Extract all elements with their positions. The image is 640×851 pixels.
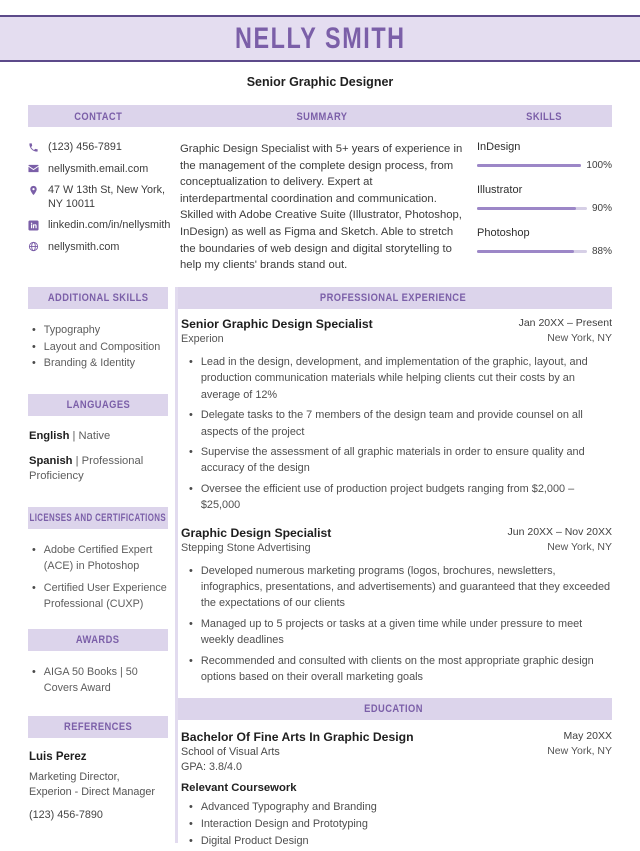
- skill-track: [477, 250, 587, 253]
- main-column: [175, 287, 612, 851]
- language-separator: |: [75, 454, 79, 467]
- coursework-title: Relevant Coursework: [181, 781, 297, 794]
- contact-website: nellysmith.com: [48, 240, 120, 253]
- skill-name: Photoshop: [477, 227, 530, 239]
- contact-section: [28, 141, 171, 273]
- bullet-dot: •: [189, 356, 193, 368]
- job-date: Jan 20XX – Present: [518, 317, 612, 329]
- summary-text: Graphic Design Specialist with 5+ years of experience in the management of the complete design process, from conceptualization to delivery. Expert at interdepartmental coordination and communication. Skilled with Adobe Creative Suite (Illustrator, Photoshop, InDesign) as well as Figma and Sketch. Able to stretch the boundaries of web design and digital storytelling to help my clients' brands stand out.: [180, 143, 463, 272]
- contact-phone: (123) 456-7891: [48, 141, 122, 153]
- skills-section: [477, 141, 612, 273]
- job-title: Senior Graphic Design Specialist: [181, 317, 373, 331]
- bullet-dot: •: [189, 564, 193, 577]
- contact-email: nellysmith.email.com: [48, 162, 149, 175]
- linkedin-icon: [28, 219, 40, 233]
- language-level: Professional Proficiency: [29, 454, 144, 482]
- education-gpa: GPA: 3.8/4.0: [181, 760, 243, 773]
- bullet-dot: •: [32, 543, 36, 556]
- header-band: [0, 15, 640, 62]
- job-header: [175, 526, 612, 554]
- education-section-header: EDUCATION: [175, 698, 612, 720]
- licenses-section-header: LICENSES AND CERTIFICATIONS: [28, 507, 168, 529]
- additional-skills-section-header: ADDITIONAL SKILLS: [28, 287, 168, 309]
- job-bullet: • Delegate tasks to the 7 members of the design team and provide counsel on all aspects of the project: [189, 407, 612, 440]
- language-item: English | Native: [29, 429, 111, 442]
- list-item: • Adobe Certified Expert (ACE) in Photoshop: [32, 542, 168, 575]
- bullet-dot: •: [189, 446, 193, 459]
- course-item: • Interaction Design and Prototyping: [189, 816, 612, 832]
- job-bullet-list: [189, 563, 612, 686]
- reference-company: Experion - Direct Manager: [29, 786, 156, 798]
- reference-name: Luis Perez: [29, 750, 87, 763]
- list-item: • AIGA 50 Books | 50 Covers Award: [32, 664, 168, 697]
- bullet-dot: •: [189, 835, 193, 848]
- bullet-dot: •: [32, 340, 36, 353]
- skill-fill: [477, 207, 576, 210]
- licenses-list: [28, 542, 168, 613]
- summary-section-header: SUMMARY: [296, 111, 347, 123]
- awards-list: [28, 664, 168, 697]
- bullet-dot: •: [32, 324, 36, 336]
- language-separator: |: [72, 429, 76, 442]
- coursework-list: [189, 799, 612, 850]
- bullet-dot: •: [189, 800, 193, 813]
- job-bullet: • Lead in the design, development, and implementation of the graphic, layout, and production communication materials while helping clients cut their costs by an average of 12%: [189, 354, 612, 403]
- skills-section-header: SKILLS: [526, 111, 563, 123]
- job-location: New York, NY: [547, 540, 612, 553]
- bullet-dot: •: [189, 409, 193, 422]
- phone-icon: [28, 141, 40, 155]
- job-bullet: • Managed up to 5 projects or tasks at a given time while under pressure to meet weekly deadlines: [189, 616, 612, 649]
- list-item: • Typography: [32, 322, 168, 339]
- skill-name: Illustrator: [477, 184, 523, 196]
- contact-item-website: [28, 241, 168, 255]
- skill-item: [477, 141, 612, 171]
- awards-section-header: AWARDS: [28, 629, 168, 651]
- contact-address: 47 W 13th St, New York, NY 10011: [48, 184, 166, 210]
- skill-fill: [477, 164, 581, 167]
- job-company: Stepping Stone Advertising: [181, 541, 311, 554]
- education-date: May 20XX: [563, 729, 612, 742]
- skill-item: [477, 184, 612, 214]
- candidate-name: NELLY SMITH: [234, 21, 406, 55]
- left-column: [28, 287, 168, 851]
- skill-track: [477, 207, 587, 210]
- experience-section-header: PROFESSIONAL EXPERIENCE: [175, 287, 612, 309]
- skill-percent: 88%: [591, 246, 612, 257]
- contact-section-header: CONTACT: [74, 111, 122, 123]
- job-bullet: • Developed numerous marketing programs (logos, brochures, newsletters, infographics, presentations, and advertisements) and guaranteed that they exceeded the expectations of our clients: [189, 563, 612, 612]
- job-company: Experion: [181, 333, 224, 345]
- location-icon: [28, 184, 40, 211]
- job-bullet: • Supervise the assessment of all graphic materials in order to ensure quality and accuracy of the design: [189, 444, 612, 477]
- job-title: Graphic Design Specialist: [181, 525, 332, 540]
- bullet-dot: •: [189, 817, 193, 830]
- education-location: New York, NY: [547, 744, 612, 757]
- skill-name: InDesign: [477, 141, 521, 153]
- language-level: Native: [78, 429, 111, 442]
- skill-percent: 100%: [586, 160, 612, 171]
- skill-bar: [477, 160, 612, 171]
- resume-page: [0, 15, 640, 848]
- references-section-header: REFERENCES: [28, 716, 168, 738]
- top-section-bar: [28, 105, 612, 127]
- bullet-dot: •: [189, 617, 193, 630]
- website-icon: [28, 241, 40, 255]
- bullet-dot: •: [32, 665, 36, 678]
- skill-percent: 90%: [591, 203, 612, 214]
- reference-role: Marketing Director,: [29, 770, 120, 783]
- skill-bar: [477, 246, 612, 257]
- job-date: Jun 20XX – Nov 20XX: [507, 525, 612, 538]
- contact-item-address: [28, 184, 168, 211]
- job-bullet: • Oversee the efficient use of production project budgets ranging from $2,000 – $25,000: [189, 481, 612, 514]
- additional-skills-list: [28, 322, 168, 372]
- list-item: • Branding & Identity: [32, 355, 168, 372]
- list-item: • Layout and Composition: [32, 339, 168, 356]
- job-bullet: • Recommended and consulted with clients on the most appropriate graphic design options based on their overall marketing goals: [189, 653, 612, 686]
- skill-item: [477, 227, 612, 257]
- lower-area: [28, 287, 612, 851]
- skill-track: [477, 164, 581, 167]
- bullet-dot: •: [189, 654, 193, 667]
- list-item: • Certified User Experience Professional (CUXP): [32, 580, 168, 613]
- email-icon: [28, 163, 40, 177]
- education-header: [175, 730, 612, 773]
- bullet-dot: •: [32, 357, 36, 369]
- languages-section-header: LANGUAGES: [28, 394, 168, 416]
- summary-section: [180, 141, 463, 273]
- skill-fill: [477, 250, 574, 253]
- language-item: Spanish | Professional Proficiency: [29, 454, 144, 482]
- top-row: [28, 141, 612, 273]
- contact-linkedin: linkedin.com/in/nellysmith: [48, 219, 171, 231]
- education-school: School of Visual Arts: [181, 746, 280, 758]
- candidate-job-title: Senior Graphic Designer: [246, 75, 394, 89]
- job-header: [175, 317, 612, 345]
- education-degree: Bachelor Of Fine Arts In Graphic Design: [181, 729, 414, 744]
- job-bullet-list: [189, 354, 612, 514]
- course-item: • Advanced Typography and Branding: [189, 799, 612, 815]
- contact-item-linkedin: [28, 219, 171, 233]
- reference-phone: (123) 456-7890: [29, 808, 103, 821]
- job-location: New York, NY: [547, 332, 612, 344]
- bullet-dot: •: [32, 581, 36, 594]
- course-item: • Digital Product Design: [189, 833, 612, 849]
- bullet-dot: •: [189, 482, 193, 495]
- skill-bar: [477, 203, 612, 214]
- contact-item-email: [28, 163, 168, 177]
- contact-item-phone: [28, 141, 168, 155]
